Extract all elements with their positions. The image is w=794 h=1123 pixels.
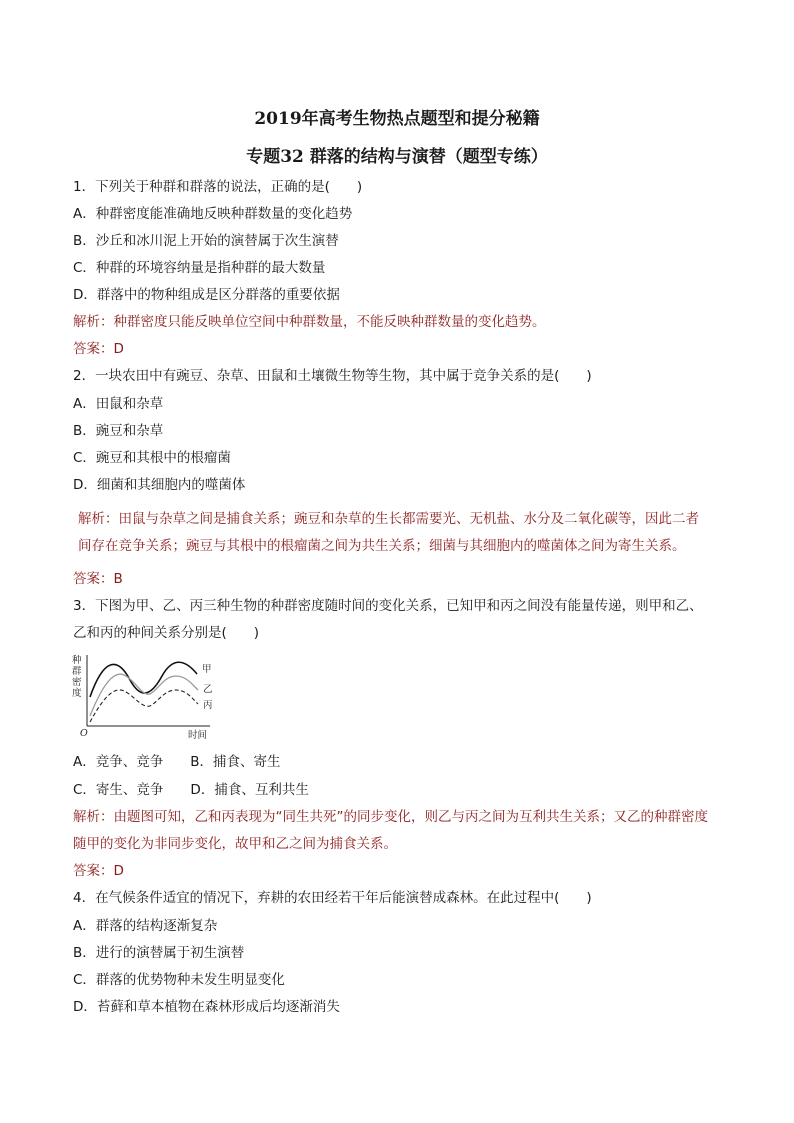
q1-option-d: D．群落中的物种组成是区分群落的重要依据 [73,287,340,303]
document-subtitle: 专题32 群落的结构与演替（题型专练） [246,147,548,167]
q2-analysis-line1: 解析：田鼠与杂草之间是捕食关系；豌豆和杂草的生长都需要光、无机盐、水分及二氧化碳等，因此二者 [78,511,699,527]
q2-answer: 答案：B [73,571,123,587]
q2-analysis-line2: 间存在竞争关系；豌豆与其根中的根瘤菌之间为共生关系；细菌与其细胞内的噬菌体之间为寄生关系。 [78,538,686,554]
q2-option-d: D．细菌和其细胞内的噬菌体 [73,477,246,493]
q4-option-a: A．群落的结构逐渐复杂 [73,918,218,934]
q4-option-c: C．群落的优势物种未发生明显变化 [73,972,285,988]
q3-stem-line1: 3．下图为甲、乙、丙三种生物的种群密度随时间的变化关系，已知甲和丙之间没有能量传递，则甲和乙、 [73,598,703,614]
origin-label: O [80,728,88,739]
q1-stem: 1．下列关于种群和群落的说法，正确的是( ) [73,179,363,195]
xlabel: 时间 [188,730,208,741]
q3-analysis-line1: 解析：由题图可知，乙和丙表现为“同生共死”的同步变化，则乙与丙之间为互利共生关系；又乙的种群密度 [73,809,708,825]
ylabel-char: 群 [72,666,82,677]
q4-option-b: B．进行的演替属于初生演替 [73,945,245,961]
curve-yi [90,674,198,716]
q3-answer: 答案：D [73,863,124,879]
q1-option-b: B．沙丘和冰川泥上开始的演替属于次生演替 [73,233,339,249]
curve-bing [90,690,198,722]
series-label-jia: 甲 [202,664,212,675]
q3-analysis-line2: 随甲的变化为非同步变化，故甲和乙之间为捕食关系。 [73,836,397,852]
series-label-bing: 丙 [203,700,213,711]
population-density-figure [70,652,230,741]
q2-option-c: C．豌豆和其根中的根瘤菌 [73,450,231,466]
ylabel-char: 密 [72,677,82,688]
q1-analysis: 解析：种群密度只能反映单位空间中种群数量，不能反映种群数量的变化趋势。 [73,314,546,330]
q1-option-a: A．种群密度能准确地反映种群数量的变化趋势 [73,206,353,222]
q3-options-row1: A．竞争、竞争 B．捕食、寄生 [73,754,281,770]
q2-option-a: A．田鼠和杂草 [73,396,164,412]
q1-option-c: C．种群的环境容纳量是指种群的最大数量 [73,260,326,276]
q4-stem: 4．在气候条件适宜的情况下，弃耕的农田经若干年后能演替成森林。在此过程中( ) [73,890,592,906]
q3-options-row2: C．寄生、竞争 D．捕食、互利共生 [73,782,309,798]
ylabel-char: 种 [72,655,82,666]
ylabel-char: 度 [72,688,82,699]
q3-stem-line2: 乙和丙的种间关系分别是( ) [73,625,260,641]
q2-option-b: B．豌豆和杂草 [73,423,164,439]
population-density-graph [70,652,230,741]
q4-option-d: D．苔藓和草本植物在森林形成后均逐渐消失 [73,999,340,1015]
document-title: 2019年高考生物热点题型和提分秘籍 [254,109,540,129]
series-label-yi: 乙 [203,684,213,695]
q2-stem: 2．一块农田中有豌豆、杂草、田鼠和土壤微生物等生物，其中属于竞争关系的是( ) [73,368,592,384]
q1-answer: 答案：D [73,341,124,357]
